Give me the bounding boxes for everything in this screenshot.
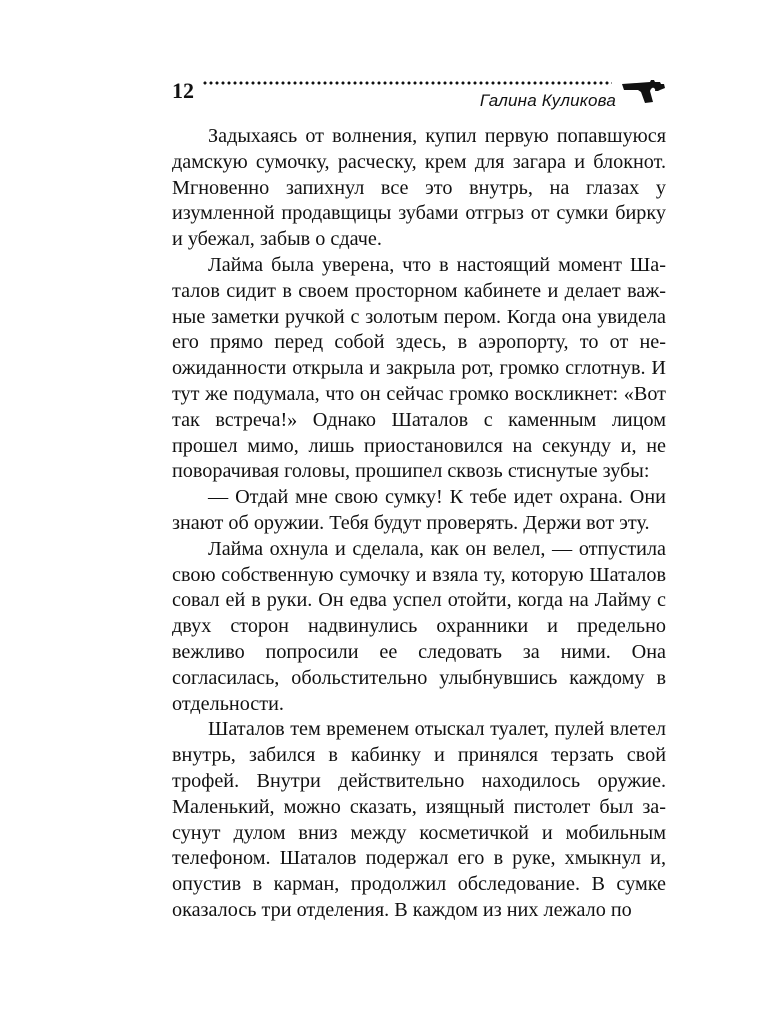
- page-number: 12: [172, 78, 194, 103]
- running-head-author: Галина Куликова: [479, 91, 616, 110]
- body-text: [172, 124, 666, 924]
- paragraph: Лайма была уверена, что в настоящий момент Шаталов сидит в своем просторном кабинете и делает важные заметки ручкой с золотым пером. Когда она увидела его прямо перед собой здесь, в аэропорту, то от неожиданности открыла и закрыла рот, громко сглотнув. И тут же подумала, что он сейчас громко воскликнет: «Вот так встреча!» Однако Шаталов с каменным лицом прошел мимо, лишь приостановился на секунду и, не поворачивая головы, прошипел сквозь стиснутые зубы:: [172, 253, 666, 483]
- paragraph: Шаталов тем временем отыскал туалет, пулей влетел внутрь, забился в кабинку и принялся терзать свой трофей. Внутри действительно находилось оружие. Маленький, можно сказать, изящный пистолет был засунут дулом вниз между косметичкой и мобильным телефоном. Шаталов подержал его в руке, хмыкнул и, опустив в карман, продолжил обследование. В сумке оказалось три отделения. В каждом из них лежало по: [172, 718, 666, 921]
- dotted-rule: [202, 80, 612, 86]
- paragraph: Лайма охнула и сделала, как он велел, — отпустила свою собственную сумочку и взяла ту, которую Шаталов совал ей в руки. Он едва успел отойти, когда на Лайму с двух сторон надвинулись охранники и предельно вежливо попросили ее следовать за ними. Она согласилась, обольстительно улыбнувшись каждому в отдельности.: [172, 537, 666, 715]
- paragraph: — Отдай мне свою сумку! К тебе идет охрана. Они знают об оружии. Тебя будут проверять. Держи вот эту.: [172, 486, 666, 534]
- revolver-icon: [620, 78, 668, 104]
- page-header: [172, 78, 668, 118]
- paragraph: Задыхаясь от волнения, купил первую попавшуюся дамскую сумочку, расческу, крем для загара и блокнот. Мгновенно запихнул все это внутрь, на глазах у изумленной продавщицы зубами отгрыз от сумки бирку и убежал, забыв о сдаче.: [172, 125, 666, 251]
